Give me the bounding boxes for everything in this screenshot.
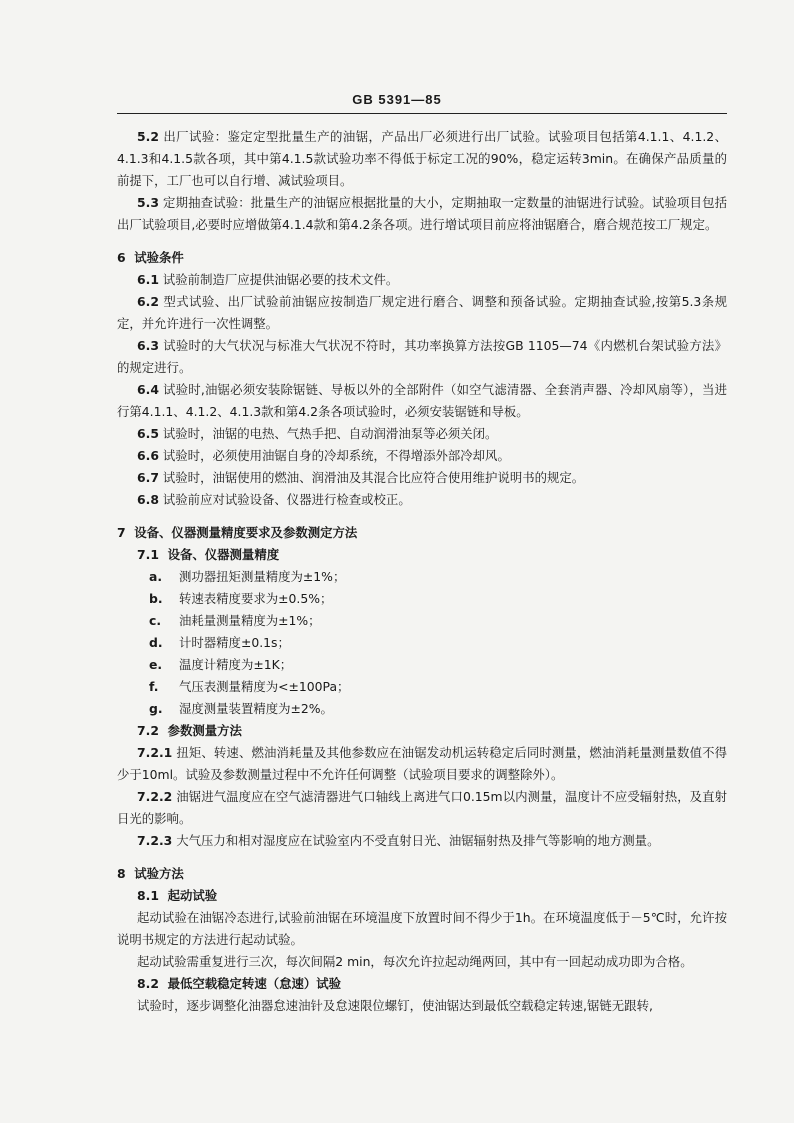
section-title: 试验方法 bbox=[134, 866, 184, 881]
clause-6-4 bbox=[117, 379, 727, 423]
clause-6-2 bbox=[117, 291, 727, 335]
list-text: 温度计精度为±1K； bbox=[179, 657, 293, 672]
clause-6-3 bbox=[117, 335, 727, 379]
list-label: c. bbox=[149, 613, 162, 628]
standard-number-header: GB 5391—85 bbox=[352, 92, 442, 107]
clause-text: 定期抽查试验：批量生产的油锯应根据批量的大小，定期抽取一定数量的油锯进行试验。试验项目包括出厂试验项目,必要时应增做第4.1.4款和第4.2条各项。进行增试项目前应将油锯磨合，磨合规范按工厂规定。 bbox=[117, 195, 727, 232]
clause-6-5 bbox=[117, 423, 727, 445]
list-item bbox=[117, 632, 727, 654]
list-item bbox=[117, 654, 727, 676]
section-number: 7 bbox=[117, 525, 126, 540]
list-item bbox=[117, 698, 727, 720]
clause-text: 出厂试验：鉴定定型批量生产的油锯，产品出厂必须进行出厂试验。试验项目包括第4.1.1、4.1.2、4.1.3和4.1.5款各项，其中第4.1.5款试验功率不得低于标定工况的90%，稳定运转3min。在确保产品质量的前提下，工厂也可以自行增、减试验项目。 bbox=[117, 129, 727, 188]
clause-number: 6.8 bbox=[137, 492, 159, 507]
paragraph-8-2: 试验时，逐步调整化油器怠速油针及怠速限位螺钉，使油锯达到最低空载稳定转速,锯链无跟转, bbox=[137, 998, 653, 1013]
clause-number: 5.3 bbox=[137, 195, 159, 210]
clause-number: 7.2.1 bbox=[137, 745, 173, 760]
list-item bbox=[117, 588, 727, 610]
subsection-heading-7-1 bbox=[117, 544, 727, 566]
clause-text: 试验时，必须使用油锯自身的冷却系统，不得增添外部冷却风。 bbox=[162, 448, 510, 463]
clause-7-2-1 bbox=[117, 742, 727, 786]
clause-text: 试验时,油锯必须安装除锯链、导板以外的全部附件（如空气滤清器、全套消声器、冷却风扇等），当进行第4.1.1、4.1.2、4.1.3款和第4.2条各项试验时，必须安装锯链和导板。 bbox=[117, 382, 727, 419]
section-number: 6 bbox=[117, 250, 126, 265]
clause-number: 5.2 bbox=[137, 129, 159, 144]
clause-number: 6.2 bbox=[137, 294, 159, 309]
clause-text: 型式试验、出厂试验前油锯应按制造厂规定进行磨合、调整和预备试验。定期抽查试验,按第5.3条规定，并允许进行一次性调整。 bbox=[117, 294, 727, 331]
clause-5-3 bbox=[117, 192, 727, 236]
subsection-title: 参数测量方法 bbox=[167, 723, 242, 738]
clause-text: 试验时，油锯使用的燃油、润滑油及其混合比应符合使用维护说明书的规定。 bbox=[162, 470, 585, 485]
subsection-number: 8.1 bbox=[137, 888, 159, 903]
clause-6-1 bbox=[117, 269, 727, 291]
list-label: e. bbox=[149, 657, 163, 672]
clause-number: 6.1 bbox=[137, 272, 159, 287]
subsection-heading-8-1 bbox=[117, 885, 727, 907]
paragraph-8-1-a: 起动试验在油锯冷态进行,试验前油锯在环境温度下放置时间不得少于1h。在环境温度低于－5℃时，允许按说明书规定的方法进行起动试验。 bbox=[117, 910, 727, 947]
list-text: 转速表精度要求为±0.5%； bbox=[179, 591, 333, 606]
clause-number: 6.7 bbox=[137, 470, 159, 485]
subsection-title: 最低空载稳定转速（怠速）试验 bbox=[167, 976, 342, 991]
clause-text: 试验前应对试验设备、仪器进行检查或校正。 bbox=[162, 492, 411, 507]
section-heading-6 bbox=[117, 247, 727, 269]
list-text: 湿度测量装置精度为±2%。 bbox=[179, 701, 333, 716]
list-label: b. bbox=[149, 591, 163, 606]
clause-number: 6.5 bbox=[137, 426, 159, 441]
paragraph-8-1-b: 起动试验需重复进行三次，每次间隔2 min，每次允许拉起动绳两回，其中有一回起动成功即为合格。 bbox=[137, 954, 693, 969]
clause-number: 7.2.2 bbox=[137, 789, 173, 804]
subsection-heading-7-2 bbox=[117, 720, 727, 742]
clause-number: 7.2.3 bbox=[137, 833, 173, 848]
list-label: d. bbox=[149, 635, 163, 650]
list-label: f. bbox=[149, 679, 159, 694]
clause-7-2-3 bbox=[117, 830, 727, 852]
list-item bbox=[117, 676, 727, 698]
clause-6-8 bbox=[117, 489, 727, 511]
clause-number: 6.4 bbox=[137, 382, 159, 397]
subsection-heading-8-2 bbox=[117, 973, 727, 995]
subsection-number: 8.2 bbox=[137, 976, 159, 991]
clause-6-7 bbox=[117, 467, 727, 489]
clause-6-6 bbox=[117, 445, 727, 467]
clause-number: 6.6 bbox=[137, 448, 159, 463]
clause-text: 扭矩、转速、燃油消耗量及其他参数应在油锯发动机运转稳定后同时测量，燃油消耗量测量数值不得少于10ml。试验及参数测量过程中不允许任何调整（试验项目要求的调整除外）。 bbox=[117, 745, 727, 782]
section-heading-8 bbox=[117, 863, 727, 885]
list-text: 计时器精度±0.1s； bbox=[179, 635, 290, 650]
section-heading-7 bbox=[117, 522, 727, 544]
header-divider bbox=[117, 113, 727, 114]
clause-5-2 bbox=[117, 126, 727, 192]
list-item bbox=[117, 610, 727, 632]
list-text: 气压表测量精度为<±100Pa； bbox=[179, 679, 350, 694]
subsection-number: 7.1 bbox=[137, 547, 159, 562]
subsection-title: 设备、仪器测量精度 bbox=[167, 547, 280, 562]
clause-number: 6.3 bbox=[137, 338, 159, 353]
clause-text: 油锯进气温度应在空气滤清器进气口轴线上离进气口0.15m以内测量，温度计不应受辐射热，及直射日光的影响。 bbox=[117, 789, 727, 826]
clause-text: 试验前制造厂应提供油锯必要的技术文件。 bbox=[162, 272, 399, 287]
list-text: 油耗量测量精度为±1%； bbox=[179, 613, 321, 628]
list-label: g. bbox=[149, 701, 163, 716]
clause-text: 大气压力和相对湿度应在试验室内不受直射日光、油锯辐射热及排气等影响的地方测量。 bbox=[176, 833, 660, 848]
document-body bbox=[117, 126, 727, 1017]
subsection-number: 7.2 bbox=[137, 723, 159, 738]
clause-7-2-2 bbox=[117, 786, 727, 830]
section-number: 8 bbox=[117, 866, 126, 881]
subsection-title: 起动试验 bbox=[167, 888, 218, 903]
precision-list bbox=[117, 566, 727, 720]
clause-text: 试验时，油锯的电热、气热手把、自动润滑油泵等必须关闭。 bbox=[162, 426, 498, 441]
section-title: 试验条件 bbox=[134, 250, 184, 265]
list-label: a. bbox=[149, 569, 163, 584]
section-title: 设备、仪器测量精度要求及参数测定方法 bbox=[134, 525, 358, 540]
clause-text: 试验时的大气状况与标准大气状况不符时，其功率换算方法按GB 1105—74《内燃机台架试验方法》的规定进行。 bbox=[117, 338, 727, 375]
list-item bbox=[117, 566, 727, 588]
list-text: 测功器扭矩测量精度为±1%； bbox=[179, 569, 346, 584]
